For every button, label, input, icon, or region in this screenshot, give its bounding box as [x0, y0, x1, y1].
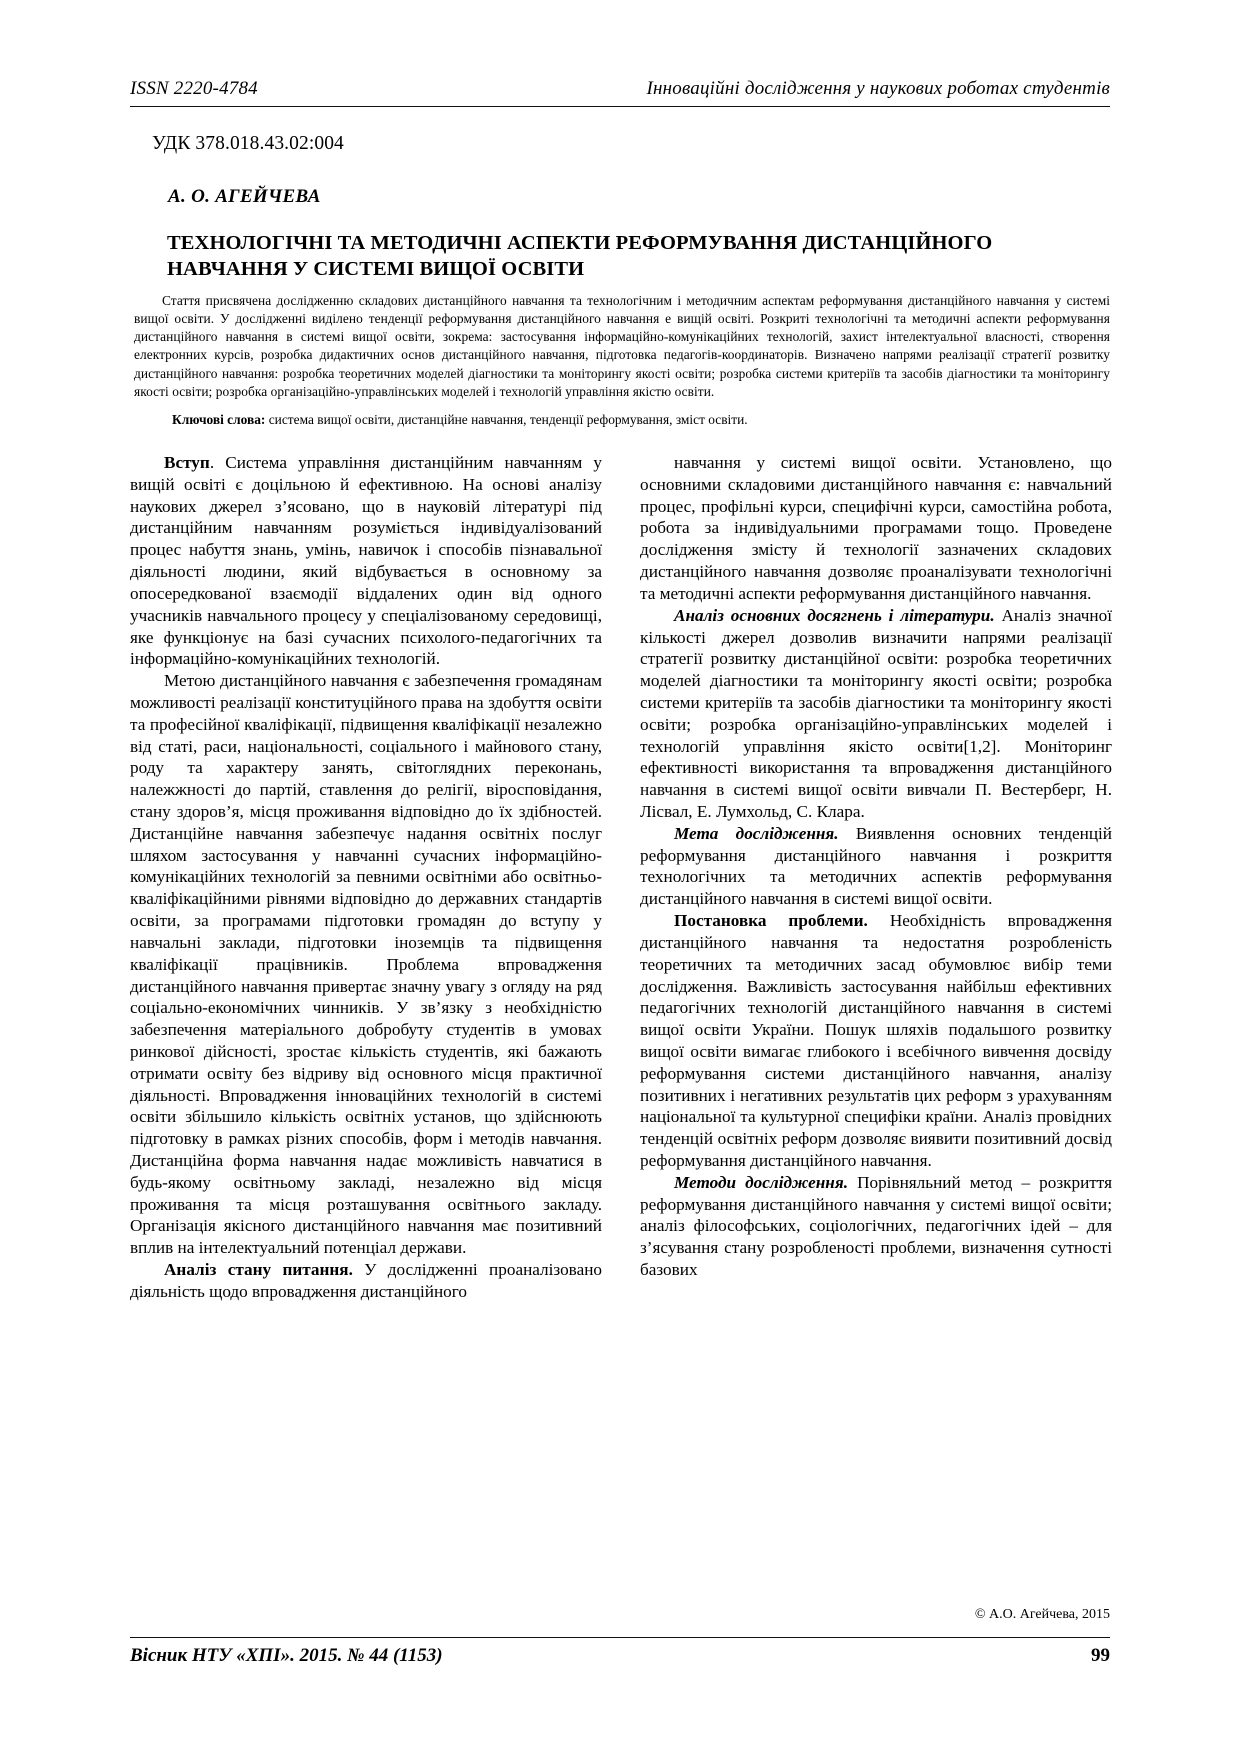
- paragraph-lead-in: Методи дослідження.: [674, 1172, 848, 1192]
- article-title: ТЕХНОЛОГІЧНІ ТА МЕТОДИЧНІ АСПЕКТИ РЕФОРМУВАННЯ ДИСТАНЦІЙНОГО НАВЧАННЯ У СИСТЕМІ ВИЩОЇ ОСВІТИ: [167, 232, 993, 281]
- paragraph-text: Метою дистанційного навчання є забезпечення громадянам можливості реалізації конституційного права на здобуття освіти та професійної кваліфікації, підвищення кваліфікації незалежно від статі, раси, національності, соціального і майнового стану, роду та характеру занять, світоглядних переконань, належжності до партій, ставлення до релігії, віросповідання, стану здоров’я, місця проживання відповідно до їх здібностей. Дистанційне навчання забезпечує надання освітніх послуг шляхом застосування у навчанні сучасних інформаційно-комунікаційних технологій за певними освітніми або освітньо-кваліфікаційними рівнями відповідно до державних стандартів освіти, за програмами підготовки громадян до вступу у навчальні заклади, підготовки іноземців та підвищення кваліфікації працівників. Проблема впровадження дистанційного навчання привертає значну увагу з огляду на ряд соціально-економічних чинників. У зв’язку з необхідністю забезпечення матеріального добробуту студентів в умовах ринкової дійсності, зростає кількість студентів, які бажають отримати освіту без відриву від основного місця практичної діяльності. Впровадження інноваційних технологій в системі освіти збільшило кількість освітніх установ, що здійснюють підготовку в рамках різних способів, форм і методів навчання. Дистанційна форма навчання надає можливість навчатися в будь-якому освітньому закладі, незалежно від місця проживання та місця розташування освітнього закладу. Організація якісного дистанційного навчання має позитивний вплив на інтелектуальний потенціал держави.: [130, 671, 602, 1258]
- issn-text: ISSN 2220-4784: [130, 78, 258, 99]
- paragraph-text: Порівняльний метод – розкриття реформування дистанційного навчання у системі вищої освіти; аналіз філософських, соціологічних, педагогічних ідей – для з’ясування стану розробленості проблеми, визначення сутності базових: [640, 1172, 1112, 1280]
- body-paragraph: [640, 605, 1112, 823]
- paragraph-text: Виявлення основних тенденцій реформування дистанційного навчання і розкриття технологічних та методичних аспектів реформування дистанційного навчання в системі вищої освіти.: [640, 823, 1112, 909]
- paragraph-text: Необхідність впровадження дистанційного навчання та недостатня розробленість теоретичних та методичних засад обумовлює вибір теми дослідження. Важливість застосування найбільш ефективних педагогічних технологій дистанційного навчання в системі вищої освіти України. Пошук шляхів подальшого розвитку вищої освіти вимагає глибокого і всебічного вивчення досвіду реформування системи дистанційного навчання, аналізу позитивних і негативних результатів цих реформ з урахуванням національної та культурної специфіки країни. Аналіз провідних тенденцій освітніх реформ дозволяє виявити позитивний досвід реформування дистанційного навчання.: [640, 911, 1112, 1170]
- udc-code: УДК 378.018.43.02:004: [152, 133, 344, 154]
- footer-divider: [130, 1637, 1110, 1638]
- right-column: [640, 452, 1112, 1592]
- body-paragraph: [130, 452, 602, 670]
- body-paragraph: [130, 1259, 602, 1303]
- abstract-text: Стаття присвячена дослідженню складових дистанційного навчання та технологічним і методичним аспектам реформування дистанційного навчання у системі вищої освіти. У дослідженні виділено тенденції реформування дистанційного навчання е вищій освіті. Розкриті технологічні та методичні аспекти реформування дистанційного навчання в системі вищої освіти, зокрема: застосування інформаційно-комунікаційних технологій, захист інтелектуальної власності, створення електронних курсів, розробка дидактичних основ дистанційного навчання, підготовка педагогів-координаторів. Визначено напрями реалізації стратегії розвитку дистанційного навчання: розробка теоретичних моделей діагностики та моніторингу якості освіти; розробка системи критеріїв та засобів діагностики та моніторингу якості освіти; розробка організаційно-управлінських моделей і технологій управління якістю освіти.: [134, 293, 1110, 399]
- body-paragraph: [130, 670, 602, 1259]
- paragraph-text: У дослідженні проаналізовано діяльність щодо впровадження дистанційного: [130, 1260, 602, 1301]
- author-name: А. О. АГЕЙЧЕВА: [168, 186, 321, 207]
- paragraph-lead-in: Мета дослідження.: [674, 823, 839, 843]
- paragraph-lead-in: Постановка проблеми.: [674, 911, 868, 931]
- page-footer: [130, 1645, 1110, 1667]
- header-divider: [130, 106, 1110, 107]
- body-paragraph: [640, 452, 1112, 605]
- paragraph-text: Аналіз значної кількості джерел дозволив визначити напрями реалізації стратегії розвитку дистанційної освіти: розробка теоретичних моделей діагностики та моніторингу якості освіти; розробка системи критеріїв та засобів діагностики та моніторингу якості освіти; розробка організаційно-управлінських моделей і технологій управління якісто освіти[1,2]. Моніторинг ефективності використання та впровадження дистанційного навчання в системі вищої освіти вивчали П. Вестерберг, Н. Лісвал, Е. Лумхольд, С. Клара.: [640, 605, 1112, 821]
- body-paragraph: [640, 910, 1112, 1172]
- body-paragraph: [640, 823, 1112, 910]
- journal-running-title: Інноваційні дослідження у наукових роботах студентів: [646, 78, 1110, 99]
- paragraph-lead-in: Аналіз основних досягнень і літератури.: [674, 605, 995, 625]
- keywords-block: [134, 411, 1110, 429]
- paragraph-text: навчання у системі вищої освіти. Установлено, що основними складовими дистанційного навчання є: навчальний процес, профільні курси, специфічні курси, самостійна робота, робота за індивідуальними програмами тощо. Проведене дослідження змісту й технології зазначених складових дистанційного навчання дозволяє проаналізувати технологічні та методичні аспекти реформування дистанційного навчання.: [640, 453, 1112, 603]
- body-columns: [130, 452, 1112, 1592]
- keywords-text: система вищої освіти, дистанційне навчання, тенденції реформування, зміст освіти.: [265, 412, 748, 427]
- journal-source: Вісник НТУ «ХПІ». 2015. № 44 (1153): [130, 1645, 443, 1666]
- page-number: 99: [1091, 1645, 1110, 1666]
- paragraph-lead-in: Вступ: [164, 453, 210, 472]
- paragraph-lead-in: Аналіз стану питання.: [164, 1260, 353, 1280]
- copyright-line: © А.О. Агейчева, 2015: [974, 1607, 1110, 1622]
- body-paragraph: [640, 1172, 1112, 1281]
- running-head: [130, 78, 1110, 100]
- paragraph-text: . Система управління дистанційним навчанням у вищій освіті є доцільною й ефективною. На основі аналізу наукових джерел з’ясовано, що в науковій літературі під дистанційним навчанням розуміється індивідуалізований процес набуття знань, умінь, навичок і способів пізнавальної діяльності людини, який відбувається в основному за опосередкованої взаємодії віддалених один від одного учасників навчального процесу у спеціалізованому середовищі, яке функціонує на базі сучасних психолого-педагогічних та інформаційно-комунікаційних технологій.: [130, 453, 602, 669]
- left-column: [130, 452, 602, 1592]
- keywords-label: Ключові слова:: [172, 412, 266, 427]
